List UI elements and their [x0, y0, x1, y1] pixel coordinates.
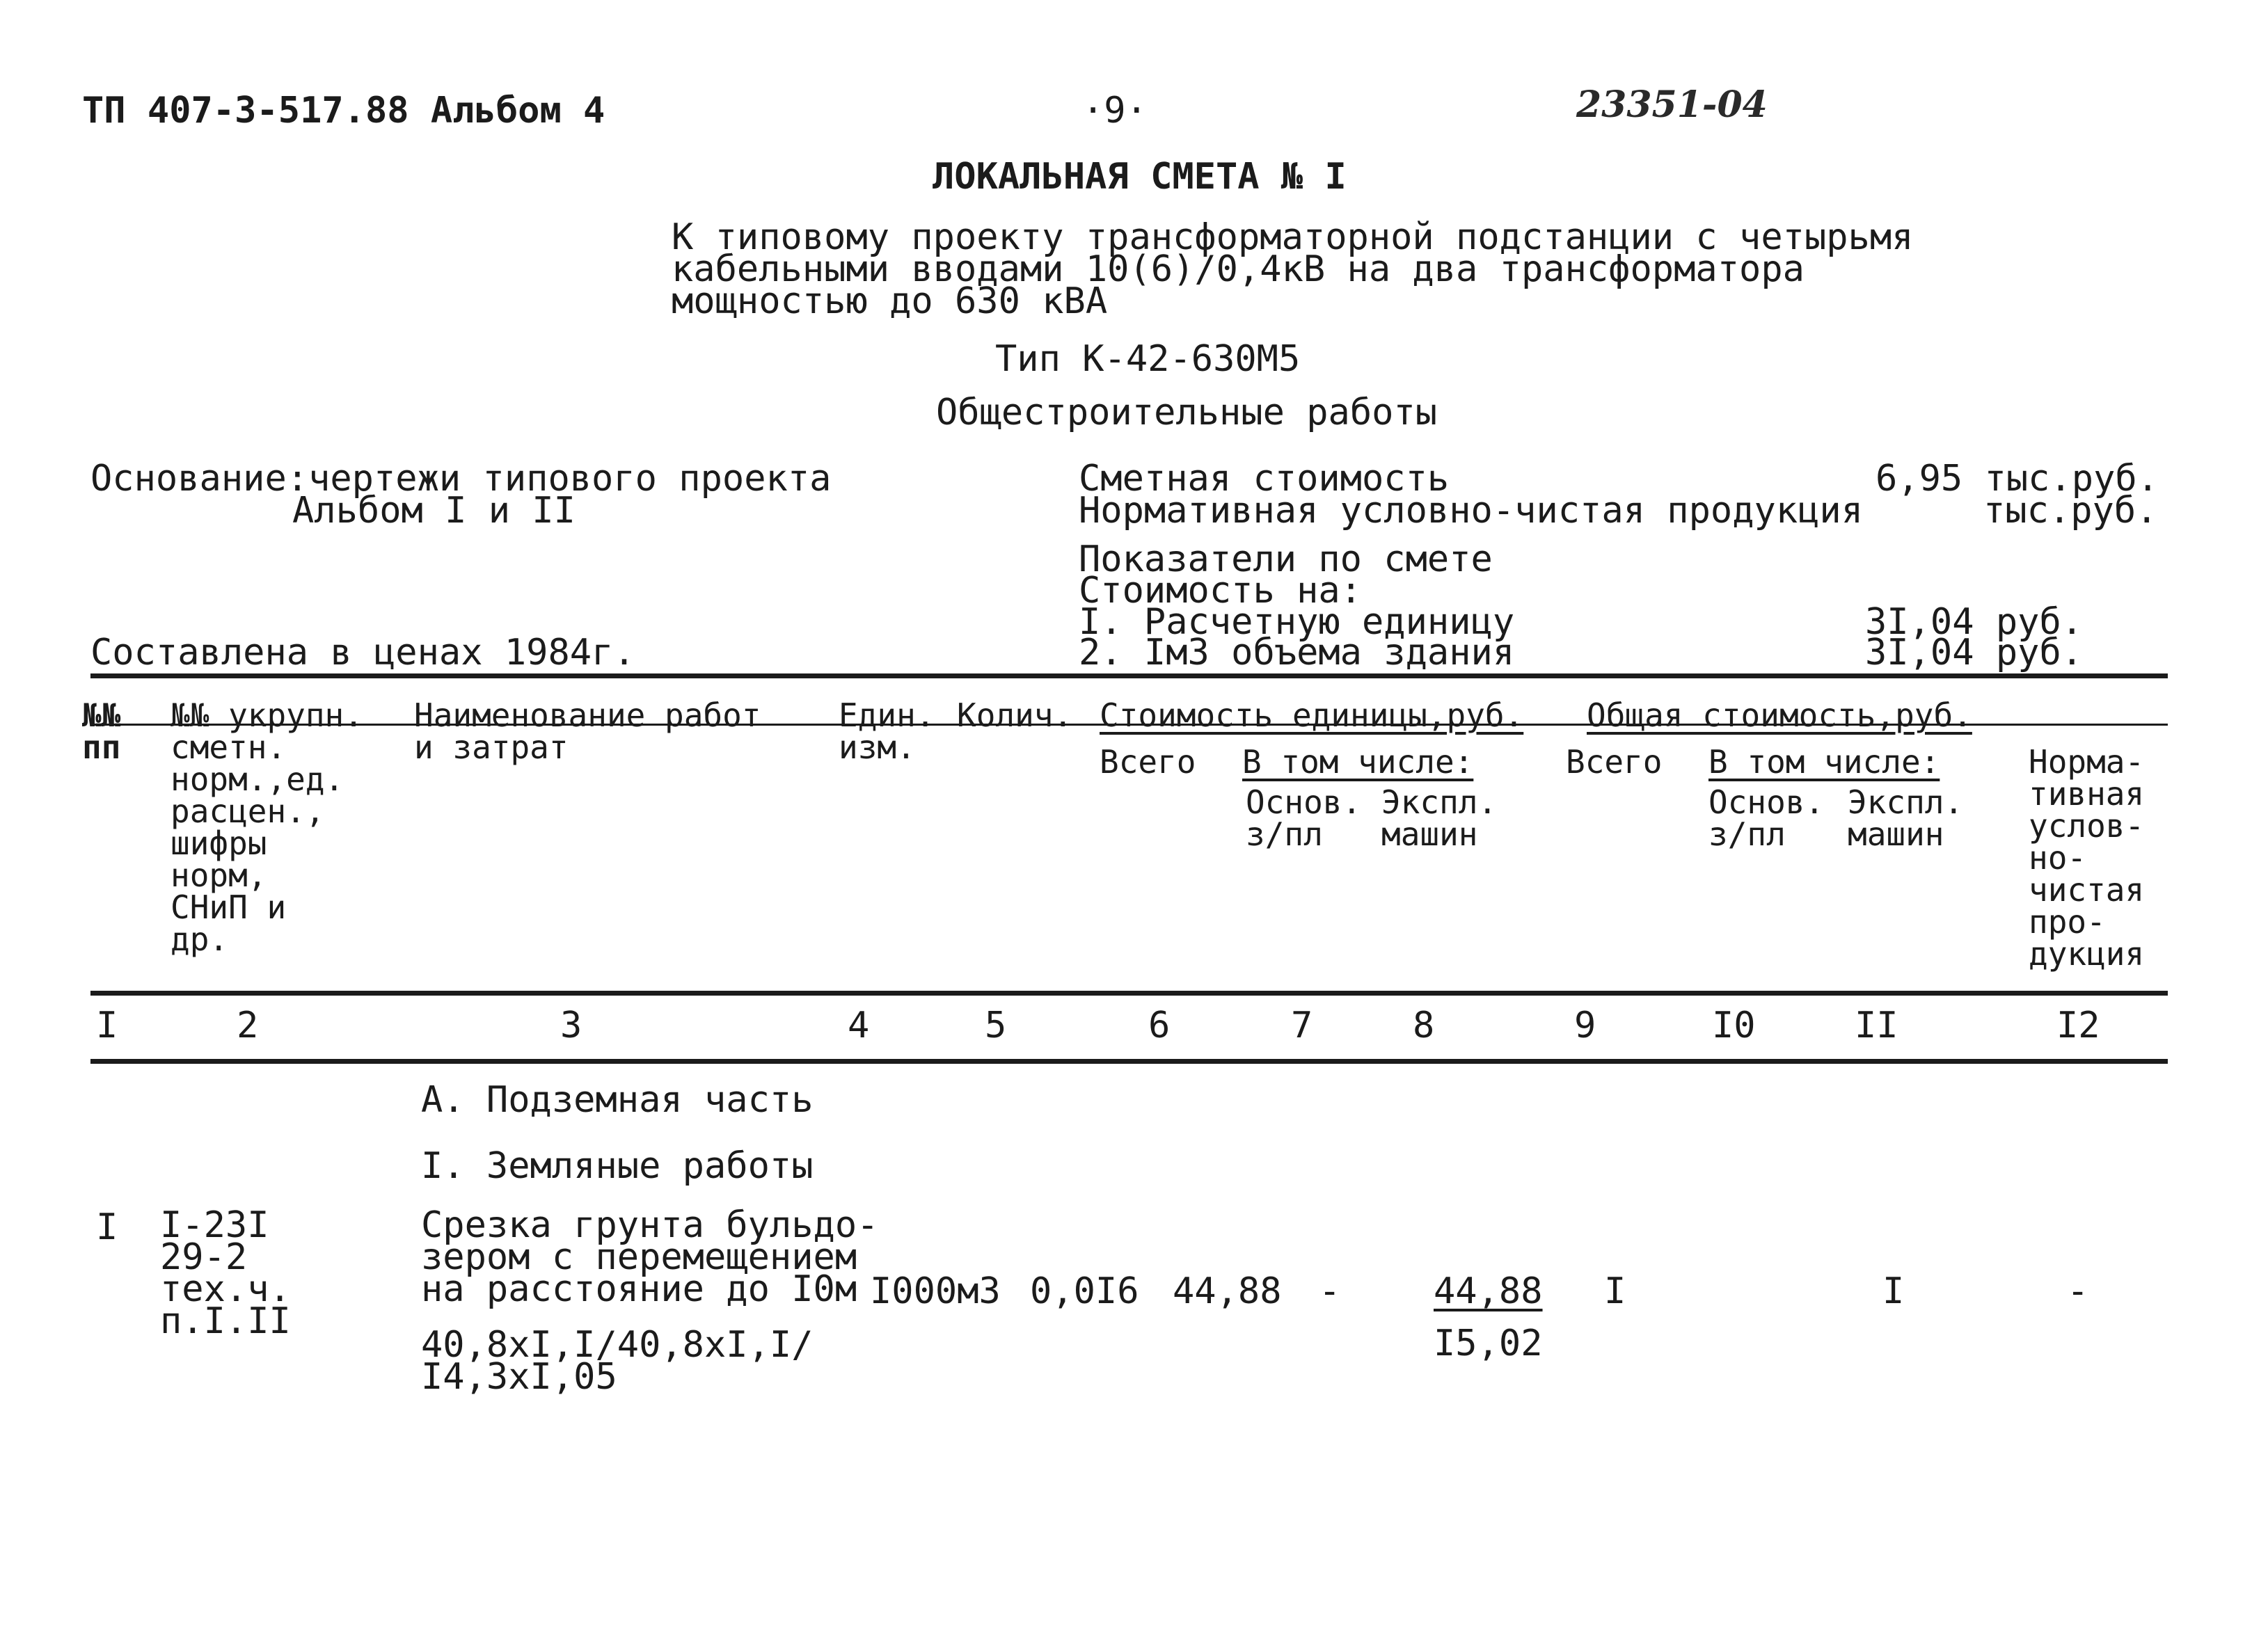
- total-cost-group-header: Общая стоимость,руб.: [1587, 696, 1972, 734]
- column-number: I2: [2056, 1005, 2100, 1046]
- row-code: I-23I 29-2 тех.ч. п.I.II: [160, 1204, 291, 1342]
- column-number: 8: [1413, 1005, 1435, 1046]
- row-work-name: Срезка грунта бульдо- зером с перемещением на расстояние до I0м: [421, 1204, 879, 1310]
- works-heading: Общестроительные работы: [936, 392, 1438, 433]
- estimate-title: ЛОКАЛЬНАЯ СМЕТА № I: [933, 156, 1347, 198]
- document-code: ТП 407-3-517.88 Альбом 4: [82, 90, 605, 131]
- subtitle-line: К типовому проекту трансформаторной подстанции с четырьмя: [672, 216, 1914, 258]
- cost-per-label: Стоимость на:: [1079, 570, 1362, 612]
- col-header-sum-machine: Экспл. машин: [1848, 783, 1964, 853]
- basis-line: Основание:чертежи типового проекта: [90, 458, 832, 500]
- row-total: I: [1604, 1270, 1626, 1312]
- column-numbers-top-rule: [90, 991, 2168, 996]
- section-heading: А. Подземная часть: [421, 1079, 814, 1121]
- per-m3-label: 2. IмЗ объема здания: [1079, 632, 1515, 673]
- row-unit-wage: -: [1319, 1270, 1341, 1312]
- col-header-name: Наименование работ и затрат: [414, 696, 761, 766]
- column-number: I0: [1712, 1005, 1756, 1046]
- column-numbers-bottom-rule: [90, 1059, 2168, 1064]
- col-header-unit-total: Всего: [1100, 743, 1196, 781]
- handwritten-stamp: 23351-04: [1576, 83, 1768, 126]
- row-quantity: 0,0I6: [1030, 1270, 1139, 1312]
- col-header-sum-wage: Основ. з/пл: [1708, 783, 1825, 853]
- page-number: ·9·: [1082, 90, 1148, 131]
- per-unit-label: I. Расчетную единицу: [1079, 601, 1515, 643]
- cost-value: 6,95 тыс.руб.: [1876, 458, 2159, 500]
- column-number: 2: [237, 1005, 259, 1046]
- col-header-unit-incl: В том числе:: [1242, 743, 1474, 781]
- subtitle-line: мощностью до 630 кВА: [672, 280, 1108, 322]
- col-header-qty: Колич.: [957, 696, 1073, 734]
- product-label: Нормативная условно-чистая продукция: [1079, 490, 1864, 532]
- column-number: 9: [1574, 1005, 1596, 1046]
- cost-label: Сметная стоимость: [1079, 458, 1450, 500]
- row-formula: 40,8хI,I/40,8хI,I/ I4,3хI,05: [421, 1324, 814, 1398]
- col-header-code: №№ укрупн. сметн. норм.,ед. расцен., шифры норм, СНиП и др.: [171, 696, 363, 958]
- row-number: I: [96, 1206, 118, 1248]
- product-value: тыс.руб.: [1983, 490, 2158, 532]
- column-number: 3: [560, 1005, 582, 1046]
- row-unit-machine-wage: I5,02: [1434, 1323, 1543, 1364]
- column-number: 7: [1291, 1005, 1313, 1046]
- unit-cost-group-header: Стоимость единицы,руб.: [1100, 696, 1524, 734]
- column-number: 6: [1148, 1005, 1171, 1046]
- row-total-machine: I: [1882, 1270, 1905, 1312]
- row-unit-total: 44,88: [1173, 1270, 1282, 1312]
- per-unit-value: 3I,04 руб.: [1865, 601, 2084, 643]
- estimate-subtitle: [672, 216, 1914, 322]
- col-header-unit-wage: Основ. з/пл: [1246, 783, 1362, 853]
- column-number: I: [96, 1005, 118, 1046]
- indicators-label: Показатели по смете: [1079, 539, 1493, 580]
- table-top-rule: [90, 673, 2168, 678]
- col-header-sum-total: Всего: [1566, 743, 1663, 781]
- row-unit: I000м3: [870, 1270, 1001, 1312]
- column-number: 4: [848, 1005, 870, 1046]
- row-unit-machine: 44,88: [1434, 1270, 1543, 1312]
- column-number: II: [1855, 1005, 1898, 1046]
- substation-type: Тип К-42-630М5: [995, 338, 1301, 380]
- subtitle-line: кабельными вводами 10(6)/0,4кВ на два трансформатора: [672, 248, 1805, 290]
- row-nucp: -: [2067, 1270, 2089, 1312]
- col-header-number: №№ пп: [82, 696, 121, 766]
- subsection-heading: I. Земляные работы: [421, 1145, 814, 1187]
- col-header-nucp: Норма- тивная услов- но- чистая про- дукция: [2029, 743, 2145, 973]
- col-header-unit: Един. изм.: [839, 696, 935, 766]
- compiled-prices: Составлена в ценах 1984г.: [90, 632, 635, 673]
- col-header-unit-machine: Экспл. машин: [1381, 783, 1498, 853]
- per-m3-value: 3I,04 руб.: [1865, 632, 2084, 673]
- basis-albums: Альбом I и II: [292, 490, 576, 532]
- col-header-sum-incl: В том числе:: [1708, 743, 1940, 781]
- column-number: 5: [985, 1005, 1007, 1046]
